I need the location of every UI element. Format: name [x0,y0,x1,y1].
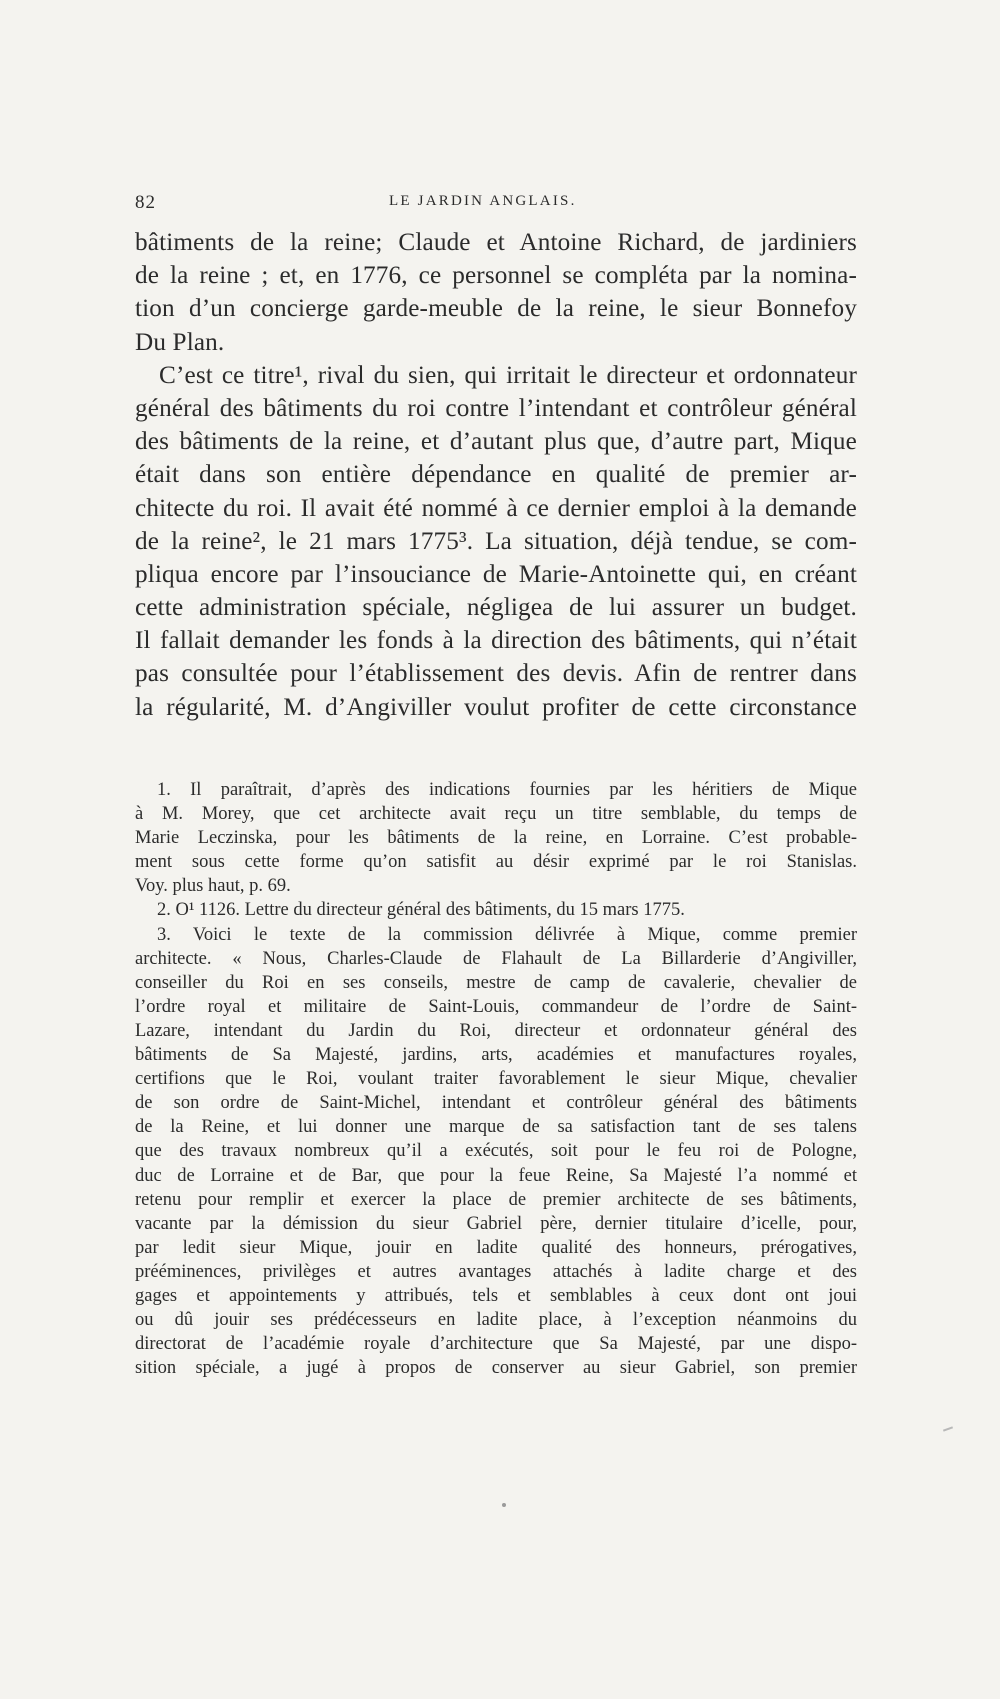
text-line: Du Plan. [135,328,225,356]
footnote-line: Voy. plus haut, p. 69. [135,876,291,897]
text-line: tion d’un concierge garde-meuble de la reine, le sieur Bonnefoy [135,295,857,323]
footnote-line: ou dû jouir ses prédécesseurs en ladite place, à l’exception néanmoins du [135,1310,857,1331]
paper-mark [943,1426,953,1431]
footnote-line: bâtiments de Sa Majesté, jardins, arts, académies et manufactures royales, [135,1045,857,1066]
footnote-line: retenu pour remplir et exercer la place de premier architecte de ses bâtiments, [135,1189,857,1210]
text-line: des bâtiments de la reine, et d’autant plus que, d’autre part, Mique [135,428,857,456]
text-line: général des bâtiments du roi contre l’intendant et contrôleur général [135,394,857,422]
text-line: pas consultée pour l’établissement des devis. Afin de rentrer dans [135,660,857,688]
footnote-line: 2. O¹ 1126. Lettre du directeur général des bâtiments, du 15 mars 1775. [157,900,685,921]
page-number: 82 [135,192,156,213]
text-line: de la reine ; et, en 1776, ce personnel se compléta par la nomina- [135,262,857,290]
text-line: cette administration spéciale, négligea de lui assurer un budget. [135,594,857,622]
footnote-line: ment sous cette forme qu’on satisfit au désir exprimé par le roi Stanislas. [135,852,857,873]
text-line: chitecte du roi. Il avait été nommé à ce dernier emploi à la demande [135,494,857,522]
footnote-line: de la Reine, et lui donner une marque de sa satisfaction tant de ses talens [135,1117,857,1138]
footnote-line: de son ordre de Saint-Michel, intendant et contrôleur général des bâtiments [135,1093,857,1114]
footnote-line: architecte. « Nous, Charles-Claude de Flahault de La Billarderie d’Angiviller, [135,948,857,969]
footnote-line: certifions que le Roi, voulant traiter favorablement le sieur Mique, chevalier [135,1069,857,1090]
footnote-line: directorat de l’académie royale d’architecture que Sa Majesté, par une dispo- [135,1334,857,1355]
text-line: Il fallait demander les fonds à la direction des bâtiments, qui n’était [135,627,857,655]
footnote-line: vacante par la démission du sieur Gabriel père, dernier titulaire d’icelle, pour, [135,1213,857,1234]
text-line: la régularité, M. d’Angiviller voulut profiter de cette circonstance [135,693,857,721]
text-line: était dans son entière dépendance en qualité de premier ar- [135,461,857,489]
footnote-line: par ledit sieur Mique, jouir en ladite qualité des honneurs, prérogatives, [135,1237,857,1258]
footnote-line: Lazare, intendant du Jardin du Roi, directeur et ordonnateur général des [135,1020,857,1041]
running-head [135,192,857,222]
footnotes [135,778,857,1380]
main-text [135,226,857,724]
footnote-line: conseiller du Roi en ses conseils, mestre de camp de cavalerie, chevalier de [135,972,857,993]
footnote-line: prééminences, privilèges et autres avantages attachés à ladite charge et des [135,1261,857,1282]
paper-speck [502,1503,506,1507]
footnote-line: que des travaux nombreux qu’il a exécutés, soit pour le feu roi de Pologne, [135,1141,857,1162]
footnote-line: 1. Il paraîtrait, d’après des indications fournies par les héritiers de Mique [157,780,857,800]
text-line: pliqua encore par l’insouciance de Marie-Antoinette qui, en créant [135,560,857,588]
footnote-line: 3. Voici le texte de la commission délivrée à Mique, comme premier [157,924,857,945]
running-title: LE JARDIN ANGLAIS. [389,193,577,209]
text-line: C’est ce titre¹, rival du sien, qui irritait le directeur et ordonnateur [159,361,857,389]
footnote-line: Marie Leczinska, pour les bâtiments de la reine, en Lorraine. C’est probable- [135,828,857,849]
footnote-line: duc de Lorraine et de Bar, que pour la feue Reine, Sa Majesté l’a nommé et [135,1165,857,1186]
text-line: bâtiments de la reine; Claude et Antoine Richard, de jardiniers [135,229,857,256]
footnote-line: l’ordre royal et militaire de Saint-Louis, commandeur de l’ordre de Saint- [135,996,857,1017]
text-line: de la reine², le 21 mars 1775³. La situation, déjà tendue, se com- [135,527,857,555]
footnote-line: gages et appointements y attribués, tels et semblables à ceux dont ont joui [135,1285,857,1306]
footnote-line: à M. Morey, que cet architecte avait reçu un titre semblable, du temps de [135,804,857,825]
footnote-line: sition spéciale, a jugé à propos de conserver au sieur Gabriel, son premier [135,1358,857,1379]
